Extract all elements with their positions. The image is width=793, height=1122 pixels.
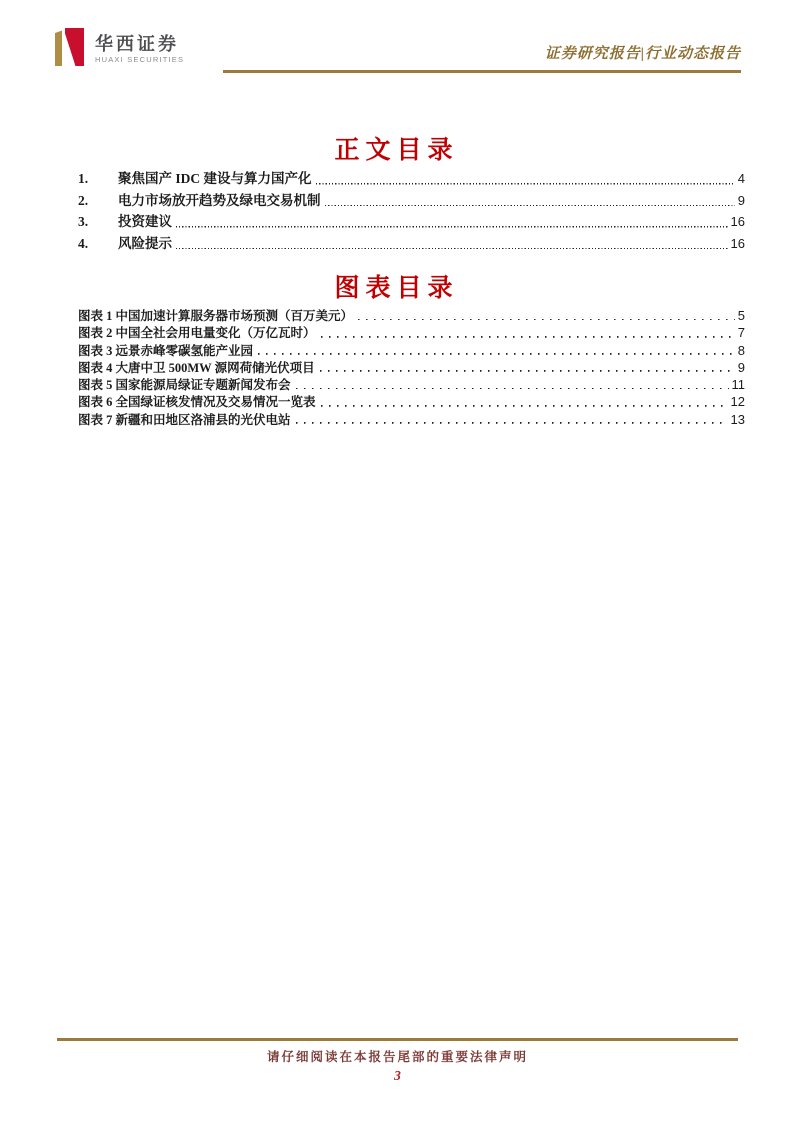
figure-entry — [78, 323, 745, 340]
figure-entry — [78, 392, 745, 409]
toc-entry — [78, 210, 745, 232]
dot-leader — [321, 405, 728, 407]
toc-entry-number: 2. — [78, 192, 89, 208]
toc-entry-label: 风险提示 — [118, 235, 172, 251]
figure-entry-label: 图表 7 新疆和田地区洛浦县的光伏电站 — [78, 412, 291, 427]
dot-leader — [316, 183, 735, 185]
dot-leader — [296, 422, 728, 424]
figure-entry-page: 13 — [730, 411, 745, 427]
figure-entry-label: 图表 5 国家能源局绿证专题新闻发布会 — [78, 378, 291, 393]
dot-leader — [176, 247, 728, 249]
figure-entry-label: 图表 6 全国绿证核发情况及交易情况一览表 — [78, 395, 316, 410]
figure-entry — [78, 358, 745, 375]
figure-entry-page: 11 — [731, 377, 745, 393]
brand-name — [95, 35, 184, 64]
page-number: 3 — [394, 1068, 401, 1083]
toc-entry-label: 聚焦国产 IDC 建设与算力国产化 — [118, 171, 312, 186]
dot-leader — [296, 387, 729, 389]
toc-section-title: 正文目录 — [334, 137, 459, 164]
figure-entry-page: 9 — [737, 359, 745, 375]
toc-entry-page: 16 — [730, 235, 745, 251]
figure-entry-page: 5 — [737, 308, 745, 323]
figure-entry — [78, 341, 745, 358]
toc-entry-page: 16 — [730, 214, 745, 229]
figure-entry-page: 8 — [737, 342, 745, 358]
figure-entry — [78, 375, 745, 392]
legal-disclaimer: 请仔细阅读在本报告尾部的重要法律声明 — [266, 1050, 528, 1064]
page-header — [55, 28, 741, 73]
figure-entry-label: 图表 2 中国全社会用电量变化（万亿瓦时） — [78, 326, 316, 341]
toc-entry-number: 1. — [78, 171, 89, 186]
toc-entry-page: 4 — [737, 171, 745, 186]
figure-entry-page: 7 — [737, 325, 745, 341]
brand-name-cn: 华西证券 — [95, 34, 179, 55]
dot-leader — [325, 204, 735, 206]
dot-leader — [321, 336, 735, 338]
toc-list — [78, 167, 745, 253]
brand-name-en: HUAXI SECURITIES — [95, 55, 185, 64]
dot-leader — [176, 226, 728, 228]
toc-entry — [78, 167, 745, 189]
figure-entry — [78, 306, 745, 323]
figure-entry-label: 图表 4 大唐中卫 500MW 源网荷储光伏项目 — [78, 360, 315, 375]
toc-entry-number: 4. — [78, 235, 89, 251]
toc-entry-label: 投资建议 — [118, 214, 172, 229]
dot-leader — [258, 353, 735, 355]
toc-entry — [78, 232, 745, 254]
report-type-label: 证券研究报告|行业动态报告 — [544, 46, 741, 62]
figures-list — [78, 306, 745, 427]
dot-leader — [320, 370, 735, 372]
brand-logo — [55, 28, 223, 73]
toc-entry-number: 3. — [78, 214, 89, 229]
header-rule — [223, 42, 741, 73]
huaxi-logo-icon — [55, 28, 87, 71]
figure-entry-label: 图表 3 远景赤峰零碳氢能产业园 — [78, 343, 254, 358]
page-footer — [57, 1038, 738, 1084]
figure-entry-label: 图表 1 中国加速计算服务器市场预测（百万美元） — [78, 309, 354, 323]
toc-entry — [78, 189, 745, 211]
figure-entry-page: 12 — [730, 394, 745, 410]
toc-entry-label: 电力市场放开趋势及绿电交易机制 — [118, 192, 321, 208]
dot-leader — [358, 318, 735, 320]
toc-entry-page: 9 — [737, 192, 745, 208]
figure-entry — [78, 410, 745, 427]
figures-section-title: 图表目录 — [334, 275, 459, 302]
